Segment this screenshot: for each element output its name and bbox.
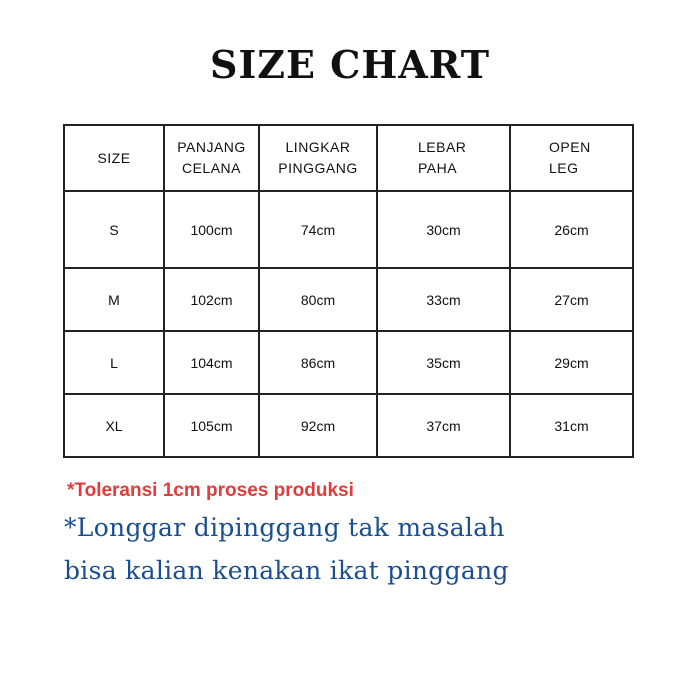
header-line: LEG — [549, 160, 579, 176]
open-leg-cell: 29cm — [510, 331, 633, 394]
header-panjang-celana — [164, 125, 259, 191]
header-line: PINGGANG — [278, 160, 358, 176]
lingkar-pinggang-cell: 86cm — [259, 331, 377, 394]
table-row — [64, 394, 633, 457]
lingkar-pinggang-cell: 92cm — [259, 394, 377, 457]
header-lebar-paha — [377, 125, 510, 191]
header-line: LEBAR — [418, 139, 467, 155]
size-cell: L — [64, 331, 164, 394]
size-cell: M — [64, 268, 164, 331]
panjang-celana-cell: 102cm — [164, 268, 259, 331]
panjang-celana-cell: 100cm — [164, 191, 259, 268]
lingkar-pinggang-cell: 80cm — [259, 268, 377, 331]
page-title: SIZE CHART — [210, 42, 490, 87]
loose-waist-note-line2: bisa kalian kenakan ikat pinggang — [64, 556, 509, 585]
table-row — [64, 331, 633, 394]
lebar-paha-cell: 37cm — [377, 394, 510, 457]
table-row — [64, 191, 633, 268]
lebar-paha-cell: 35cm — [377, 331, 510, 394]
size-cell: S — [64, 191, 164, 268]
panjang-celana-cell: 104cm — [164, 331, 259, 394]
size-chart-table — [63, 124, 634, 458]
header-lingkar-pinggang — [259, 125, 377, 191]
lebar-paha-cell: 30cm — [377, 191, 510, 268]
header-line: PANJANG — [177, 139, 246, 155]
table-row — [64, 268, 633, 331]
header-open-leg — [510, 125, 633, 191]
size-cell: XL — [64, 394, 164, 457]
open-leg-cell: 27cm — [510, 268, 633, 331]
open-leg-cell: 26cm — [510, 191, 633, 268]
header-line: PAHA — [418, 160, 458, 176]
header-line: CELANA — [181, 160, 242, 176]
loose-waist-note-line1: *Longgar dipinggang tak masalah — [64, 513, 505, 542]
header-line: OPEN — [549, 139, 591, 155]
table-header-row — [64, 125, 633, 191]
tolerance-note: *Toleransi 1cm proses produksi — [67, 480, 354, 501]
lebar-paha-cell: 33cm — [377, 268, 510, 331]
header-line: LINGKAR — [285, 139, 351, 155]
lingkar-pinggang-cell: 74cm — [259, 191, 377, 268]
panjang-celana-cell: 105cm — [164, 394, 259, 457]
header-size — [64, 125, 164, 191]
header-size-label: SIZE — [97, 149, 131, 166]
open-leg-cell: 31cm — [510, 394, 633, 457]
